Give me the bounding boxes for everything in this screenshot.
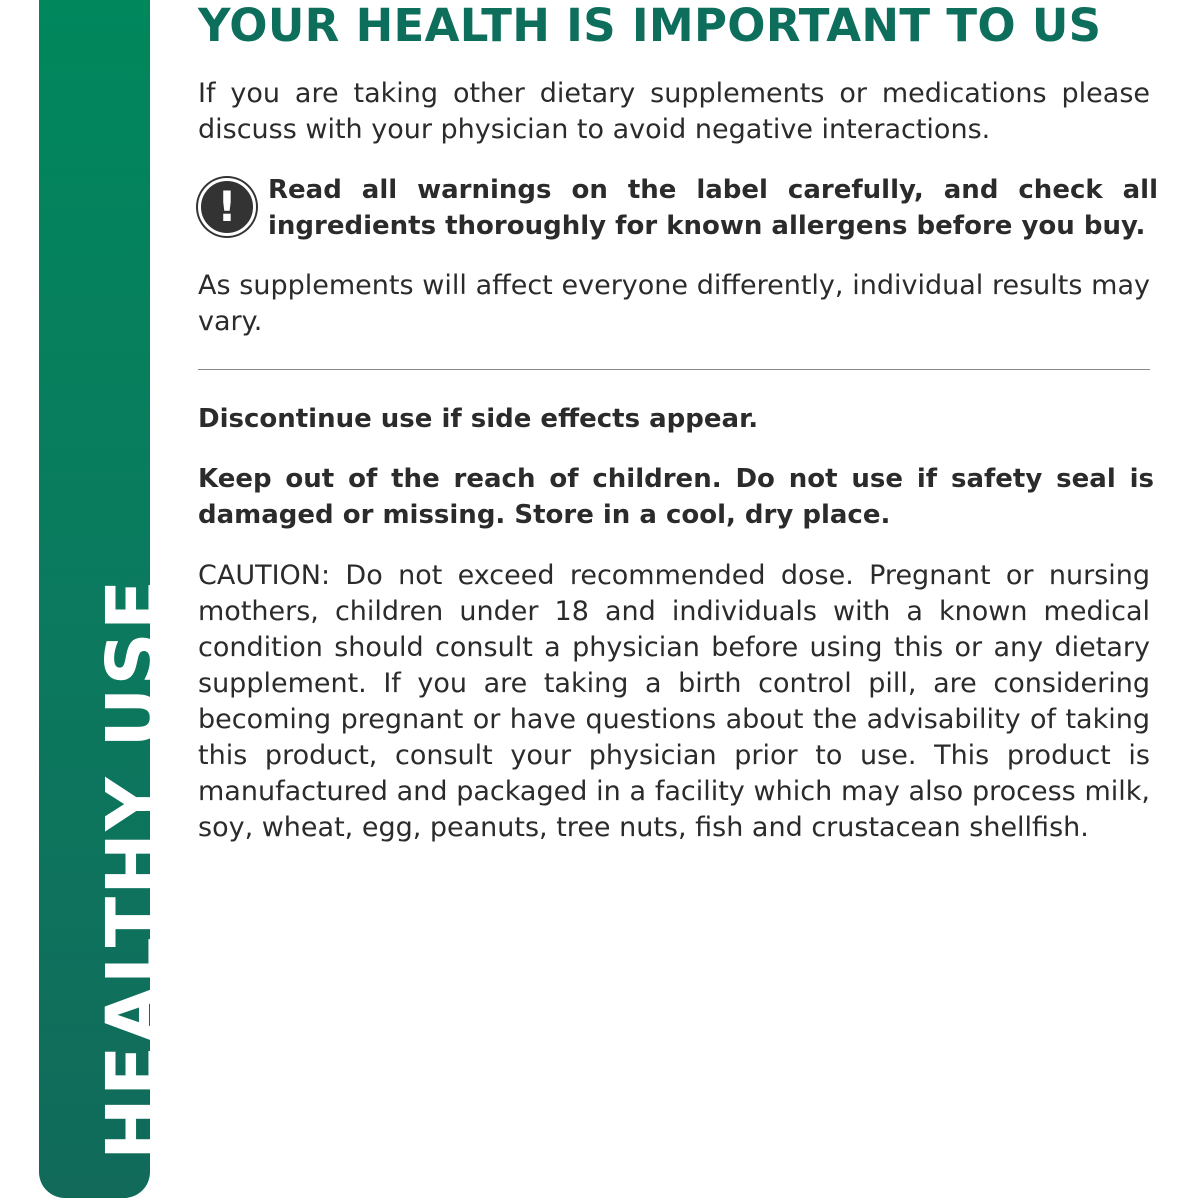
warning-text: Read all warnings on the label carefully, and check all ingredients thoroughly for known allergens before you buy.: [268, 175, 1158, 241]
intro-paragraph: If you are taking other dietary supplements or medications please discuss with your physician to avoid negative interactions.: [198, 78, 1150, 145]
caution-paragraph: CAUTION: Do not exceed recommended dose. Pregnant or nursing mothers, children under 18 and individuals with a known medical condition should consult a physician before using this or any dietary supplement. If you are taking a birth control pill, are considering becoming pregnant or have questions about the advisability of taking this product, consult your physician prior to use. This product is manufactured and packaged in a facility which may also process milk, soy, wheat, egg, peanuts, tree nuts, fish and crustacean shellfish.: [198, 560, 1150, 843]
keep-out-notice: Keep out of the reach of children. Do not use if safety seal is damaged or missing. Store in a cool, dry place.: [198, 464, 1154, 530]
section-divider: [198, 369, 1150, 370]
warning-callout: [198, 172, 1163, 244]
results-paragraph: As supplements will affect everyone differently, individual results may vary.: [198, 270, 1150, 337]
page-title: YOUR HEALTH IS IMPORTANT TO US: [198, 0, 1102, 52]
discontinue-notice: Discontinue use if side effects appear.: [198, 404, 759, 434]
exclamation-circle-icon: !: [198, 178, 256, 236]
side-banner: [39, 0, 177, 1198]
side-banner-label: HEALTHY USE: [91, 577, 177, 1160]
